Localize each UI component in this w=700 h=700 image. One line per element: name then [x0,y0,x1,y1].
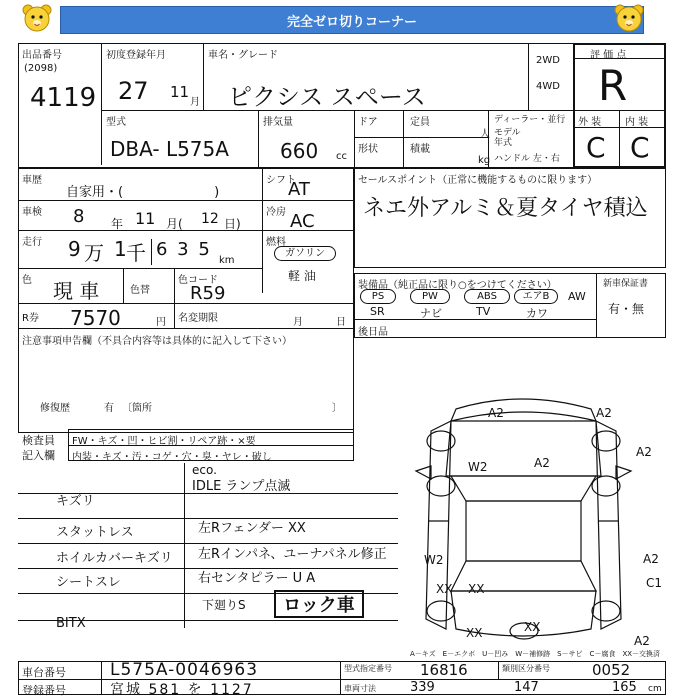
color-code-label: 色コード [178,275,218,286]
mileage-label: 走行 [22,237,42,248]
displacement-value: 660 [280,139,319,163]
color-value: 現 車 [53,279,100,303]
capacity-label: 定員 [410,117,430,128]
dims-label: 車両寸法 [344,684,376,693]
car-name-value: ピクシス スペース [228,83,426,111]
mileage-man-unit: 万 [84,241,104,265]
score-label: 評 価 点 [590,50,627,61]
warranty-value: 有・無 [608,302,645,316]
wheels [427,431,620,639]
eco-line-2: IDLE ランプ点滅 [192,479,291,494]
dealer-line3: 年式 [494,138,513,148]
equip-tv: TV [476,305,491,318]
remark-left-2: スタットレス [56,525,134,540]
mileage-unit: km [219,255,235,266]
notes-label: 注意事項申告欄（不具合内容等は具体的に記入して下さい） [22,336,292,347]
dealer-line1: ディーラー・並行 [494,115,566,125]
color-label: 色 [22,275,32,286]
mark-xx: XX [466,626,483,640]
displacement-label: 排気量 [263,117,293,128]
registration-label: 登録番号 [22,684,66,697]
mark-a2: A2 [643,552,659,566]
inspector-label-1: 検査員 [22,434,55,447]
dealer-line2: モデル [494,128,521,138]
mileage-sen-unit: 千 [126,241,146,265]
door-label: ドア [358,117,378,128]
damage-legend: A－キズ E－エクボ U－凹み W－補修跡 S－サビ C－腐食 XX－交換済 [410,650,661,658]
inspection-label: 車検 [22,207,42,218]
inspection-day-unit: 日) [224,217,241,231]
eco-line-1: eco. [192,463,217,477]
fuel-diesel: 軽 油 [288,269,316,283]
mark-xx: XX [524,620,541,634]
mark-c1: C1 [646,576,663,590]
displacement-unit: cc [336,151,347,162]
mark-w2: W2 [424,553,444,567]
class-number-label: 類別区分番号 [502,664,550,673]
name-change-month: 月 [293,317,303,328]
class-number-value: 0052 [592,661,631,679]
equip-pw: PW [410,289,450,304]
remark-left-4: シートスレ [56,575,121,590]
lot-sub: (2098) [24,63,58,74]
chassis-label: 車台番号 [22,666,66,679]
mark-w2: W2 [468,460,488,474]
model-label: 型式 [106,117,126,128]
mileage-sen: 1 [114,237,127,261]
mark-a2: A2 [634,634,650,646]
shape-label: 形状 [358,144,378,155]
dims-unit: cm [648,684,662,694]
inspection-year-unit: 年 [111,217,124,231]
fuel-label: 燃料 [266,237,286,248]
bear-mascot-icon [20,2,54,36]
color-code-value: R59 [190,283,226,304]
first-reg-month: 11 [170,83,190,101]
dealer-handle: ハンドル 左・右 [494,154,560,164]
dims-height: 165 [612,680,637,695]
shift-label: シフト [266,175,296,186]
exterior-label: 外 装 [578,117,602,128]
equipment-label: 装備品（純正品に限り○をつけてください） [358,280,557,291]
load-label: 積載 [410,144,430,155]
repair-history-spot: 〔箇所 [122,403,152,414]
equip-aw: AW [568,290,586,303]
load-unit: kg [478,155,491,166]
drive-2wd: 2WD [536,55,560,66]
lock-car-stamp: ロック車 [274,590,364,618]
sales-point-value: ネエ外アルミ＆夏タイヤ積込 [363,196,648,221]
recycle-fee-unit: 円 [156,317,166,328]
ac-value: AC [290,211,315,232]
mark-xx: XX [468,582,485,596]
equip-sr: SR [370,305,385,318]
category-label: 車歴 [22,175,42,186]
inspection-sheet: 出品番号 (2098) 4119 初度登録年月 27 11 月 車名・グレード ピクシス スペース 2WD 4WD 評 価 点 R 外 装 内 装 C C 型式 DBA- L575A 排気量 660 cc ドア 定員 人 形状 積載 kg ディーラー・並行 モデル 年式 ハンドル 左・右 車歴 自家用・( ) シフト AT 車検 8 年 11 月( 12 日) 冷房 AC 走行 9 万 1 千 6 3 5 km 燃料 ガソリン 軽 油 色 現 車 色替 色コード R59 R券 7570 円 名変期限 月 日 注意事項申告欄（不具合内容等は具体的に記入して下さい） 修復歴 有 〔箇所 〕 セールスポイント（正常に機能するものに限ります） ネエ外アルミ＆夏タイヤ積込 装備品（純正品に限り○をつけてください） 新車保証書 有・無 PS PW ABS エアB AW SR ナビ TV カワ 後日品 検査員 記入欄 FW・キズ・凹・ヒビ割・リペア跡・×要 内装・キズ・汚・コゲ・穴・臭・ヤレ・破し eco. IDLE ランプ点滅 キズリ スタットレス 左Rフェンダー XX ホイルカバーキズリ 左Rインパネ、ユーナパネル修正 シートスレ 右センタピラー U A 下廻りS ロック車 BITX A2 A2 A2 W2 A2 W2 XX XX A2 C1 XX XX A2 A－キズ E－エクボ U－凹み W－補修跡 S－サビ C－腐食 XX－交換済 車台番号 L575A-0046963 登録番号 宮城 581 を 1127 型式指定番号 16816 類別区分番号 0052 車両寸法 339 147 165 cm [18,43,666,695]
sales-point-label: セールスポイント（正常に機能するものに限ります） [358,175,598,186]
car-outline-top-view [416,399,631,636]
remark-right-4: 右センタピラー U A [198,571,316,586]
type-cert-value: 16816 [420,661,468,679]
repair-history-value: 有 [104,403,114,414]
inspector-row-1: FW・キズ・凹・ヒビ割・リペア跡・×要 [72,436,256,447]
registration-value: 宮城 581 を 1127 [110,682,254,698]
remark-left-3: ホイルカバーキズリ [56,551,173,566]
inspector-label-2: 記入欄 [22,449,55,462]
type-cert-label: 型式指定番号 [344,664,392,673]
mark-a2: A2 [596,406,612,420]
later-items-label: 後日品 [358,327,388,338]
mark-a2: A2 [488,406,504,420]
first-reg-label: 初度登録年月 [106,50,166,61]
bear-mascot-icon [612,2,646,36]
damage-diagram [396,361,666,646]
warranty-label: 新車保証書 [603,279,649,289]
model-value: DBA- L575A [110,137,229,161]
mark-a2: A2 [534,456,550,470]
inspection-month-unit: 月( [166,217,183,231]
equip-abs: ABS [464,289,510,304]
inspection-month: 11 [135,209,156,228]
remark-right-2: 左Rフェンダー XX [198,521,306,536]
lot-label: 出品番号 [22,50,62,61]
first-reg-year: 27 [118,77,149,105]
remark-right-3: 左Rインパネ、ユーナパネル修正 [198,547,387,562]
recycle-fee-value: 7570 [70,306,121,330]
drive-4wd: 4WD [536,81,560,92]
ac-label: 冷房 [266,207,286,218]
banner-title: 完全ゼロ切りコーナー [60,6,644,34]
dims-length: 339 [410,680,435,695]
category-value: 自家用・( ) [66,185,220,200]
fuel-gasoline: ガソリン [274,246,336,261]
mileage-rest: 6 3 5 [156,239,212,260]
interior-label: 内 装 [625,117,649,128]
car-name-label: 車名・グレード [208,50,278,61]
repair-history-label: 修復歴 [40,403,70,414]
mileage-man: 9 [68,237,81,261]
score-value: R [598,61,628,110]
inspection-year: 8 [73,206,85,227]
mark-a2: A2 [636,445,652,459]
remark-right-5: 下廻りS [202,598,246,612]
inspector-row-2: 内装・キズ・汚・コゲ・穴・臭・ヤレ・破し [72,452,272,463]
capacity-unit: 人 [480,129,490,140]
equip-ps: PS [360,289,396,304]
remark-left-1: キズリ [56,494,95,509]
remark-left-6: BITX [56,616,86,631]
dims-width: 147 [514,680,539,695]
equip-airbag: エアB [514,289,558,304]
recycle-fee-label: R券 [22,313,39,324]
exterior-score: C [586,131,606,164]
name-change-day: 日 [336,317,346,328]
shift-value: AT [288,179,310,200]
inspection-day: 12 [201,211,219,227]
chassis-value: L575A-0046963 [110,660,259,680]
interior-score: C [630,131,650,164]
first-reg-unit: 月 [190,97,200,108]
name-change-label: 名変期限 [178,313,218,324]
equip-leather: カワ [526,307,548,320]
lot-number: 4119 [30,83,97,113]
mark-xx: XX [436,582,453,596]
equip-navi: ナビ [420,307,442,320]
color-change-label: 色替 [130,285,150,296]
